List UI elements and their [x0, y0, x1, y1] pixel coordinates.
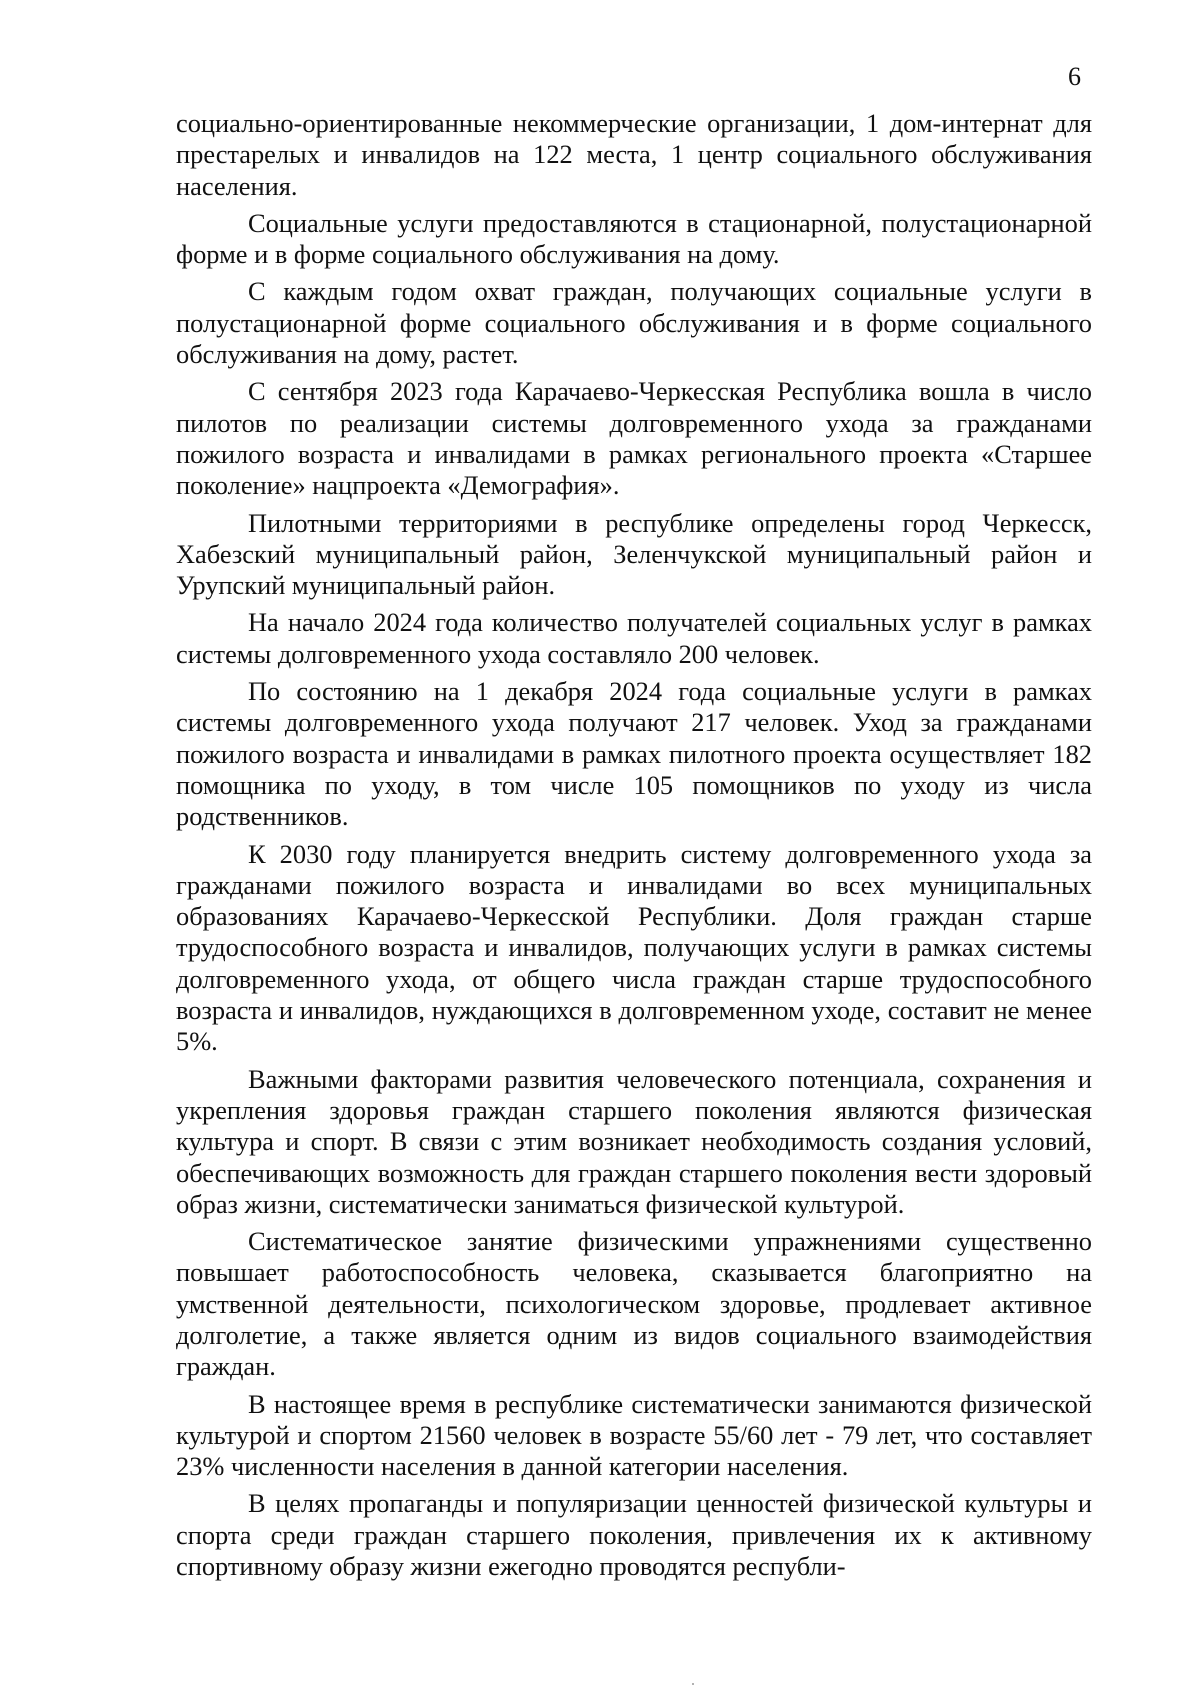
scan-speck [692, 1683, 694, 1685]
paragraph: Социальные услуги предоставляются в стационарной, полустационарной форме и в форме социального обслуживания на дому. [176, 207, 1092, 270]
paragraph: В настоящее время в республике систематически занимаются физической культурой и спортом 21560 человек в возрасте 55/60 лет - 79 лет, что составляет 23% численности населения в данной категории населения. [176, 1388, 1092, 1482]
paragraph: социально-ориентированные некоммерческие организации, 1 дом-интернат для престарелых и инвалидов на 122 места, 1 центр социального обслуживания населения. [176, 108, 1092, 201]
paragraph: В целях пропаганды и популяризации ценностей физической культуры и спорта среди граждан старшего поколения, привлечения их к активному спортивному образу жизни ежегодно проводятся республи- [176, 1488, 1092, 1582]
paragraph: С каждым годом охват граждан, получающих социальные услуги в полустационарной форме социального обслуживания и в форме социального обслуживания на дому, растет. [176, 276, 1092, 370]
page-number: 6 [1068, 62, 1081, 91]
paragraph: Важными факторами развития человеческого потенциала, сохранения и укрепления здоровья граждан старшего поколения являются физическая культура и спорт. В связи с этим возникает необходимость создания условий, обеспечивающих возможность для граждан старшего поколения вести здоровый образ жизни, систематически заниматься физической культурой. [176, 1063, 1092, 1219]
paragraph: Систематическое занятие физическими упражнениями существенно повышает работоспособность человека, сказывается благоприятно на умственной деятельности, психологическом здоровье, продлевает активное долголетие, а также является одним из видов социального взаимодействия граждан. [176, 1226, 1092, 1382]
document-body [176, 108, 1092, 1588]
paragraph: По состоянию на 1 декабря 2024 года социальные услуги в рамках системы долговременного ухода получают 217 человек. Уход за гражданами пожилого возраста и инвалидами в рамках пилотного проекта осуществляет 182 помощника по уходу, в том числе 105 помощников по уходу из числа родственников. [176, 676, 1092, 832]
paragraph: Пилотными территориями в республике определены город Черкесск, Хабезский муниципальный район, Зеленчукской муниципальный район и Урупский муниципальный район. [176, 507, 1092, 601]
paragraph: С сентября 2023 года Карачаево-Черкесская Республика вошла в число пилотов по реализации системы долговременного ухода за гражданами пожилого возраста и инвалидами в рамках регионального проекта «Старшее поколение» нацпроекта «Демография». [176, 376, 1092, 501]
paragraph: На начало 2024 года количество получателей социальных услуг в рамках системы долговременного ухода составляло 200 человек. [176, 607, 1092, 669]
paragraph: К 2030 году планируется внедрить систему долговременного ухода за гражданами пожилого возраста и инвалидами во всех муниципальных образованиях Карачаево-Черкесской Республики. Доля граждан старше трудоспособного возраста и инвалидов, получающих услуги в рамках системы долговременного ухода, от общего числа граждан старше трудоспособного возраста и инвалидов, нуждающихся в долговременном уходе, составит не менее 5%. [176, 838, 1092, 1057]
